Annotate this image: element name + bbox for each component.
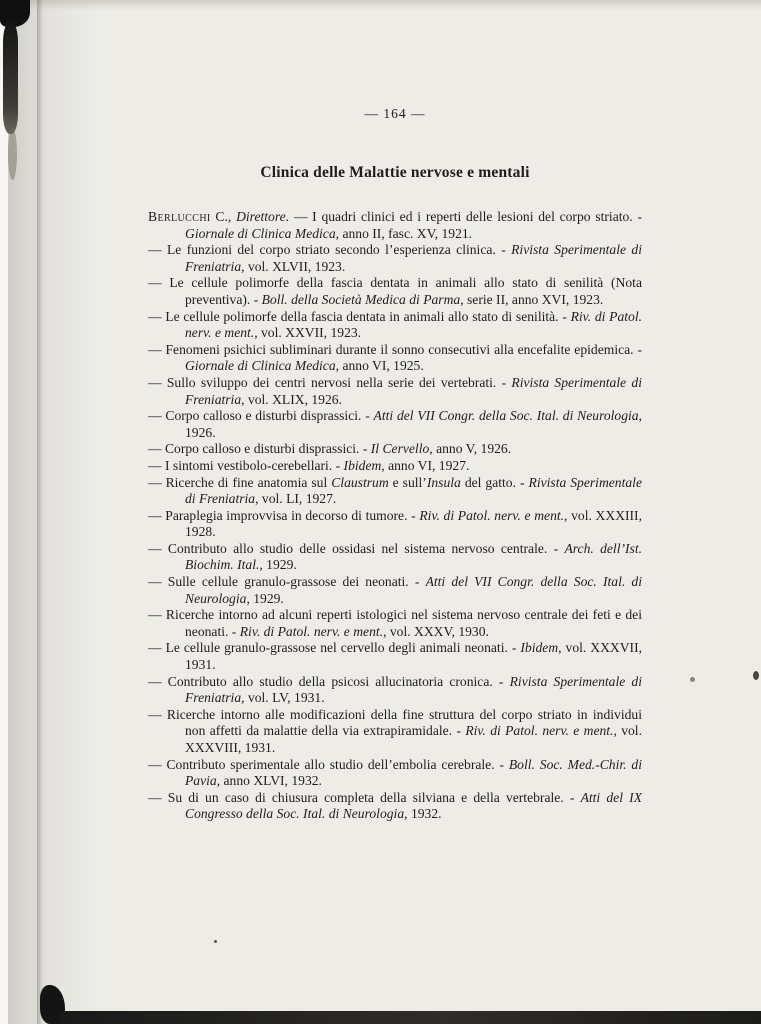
entry-segment: — Contributo sperimentale allo studio dell’embolia cerebrale. - bbox=[148, 756, 509, 772]
entry-segment: C., bbox=[210, 209, 237, 224]
entry-segment: — Ricerche intorno ad alcuni reperti istologici nel sistema nervoso centrale dei feti e dei neonati. - bbox=[148, 607, 642, 639]
bibliography-entry bbox=[148, 309, 642, 342]
entry-segment: Insula bbox=[426, 474, 461, 490]
entry-segment: , vol. XLIX, 1926. bbox=[241, 391, 342, 407]
entry-segment: , vol. LI, 1927. bbox=[255, 491, 337, 507]
entry-segment: Rivista Sperimentale di Freniatria bbox=[185, 374, 642, 407]
entry-segment: e sull’ bbox=[388, 474, 427, 490]
entry-segment: Riv. di Patol. nerv. e ment. bbox=[419, 507, 565, 523]
bibliography-entry bbox=[148, 342, 642, 375]
scan-bar-bottom bbox=[60, 1011, 761, 1024]
entry-segment: — Ricerche di fine anatomia sul bbox=[148, 474, 332, 490]
entry-segment: Rivista Sperimentale di Freniatria bbox=[185, 474, 642, 507]
entry-segment: Berlucchi bbox=[148, 209, 211, 224]
section-title: Clinica delle Malattie nervose e mentali bbox=[260, 164, 530, 181]
entry-segment: Riv. di Patol. nerv. e ment. bbox=[465, 723, 614, 739]
bibliography-entry bbox=[148, 574, 642, 607]
bibliography-entry bbox=[148, 441, 642, 458]
bibliography-entry bbox=[148, 475, 642, 508]
page-fold-line bbox=[37, 0, 43, 1024]
entry-segment: Rivista Sperimentale di Freniatria bbox=[185, 242, 642, 274]
entry-segment: — Ricerche intorno alle modificazioni della fine struttura del corpo striato in individui non affetti da malattie della via extrapiramidale. - bbox=[148, 706, 642, 739]
entry-segment: , 1929. bbox=[259, 557, 297, 573]
bibliography-list bbox=[148, 209, 642, 823]
scan-artifact-top-left bbox=[0, 0, 30, 27]
bibliography-entry bbox=[148, 275, 642, 308]
entry-segment: Atti del IX Congresso della Soc. Ital. di Neurologia bbox=[185, 789, 642, 822]
bibliography-entry bbox=[148, 640, 642, 673]
entry-segment: — Le funzioni del corpo striato secondo l’esperienza clinica. - bbox=[148, 242, 512, 258]
entry-segment: Boll. Soc. Med.-Chir. di Pavia bbox=[185, 756, 642, 789]
entry-segment: , vol. XLVII, 1923. bbox=[241, 258, 346, 274]
entry-segment: , vol. XXXIII, 1928. bbox=[185, 507, 642, 540]
page-number: — 164 — bbox=[364, 106, 426, 121]
entry-segment: Rivista Sperimentale di Freniatria bbox=[185, 673, 642, 706]
entry-segment: , vol. LV, 1931. bbox=[241, 690, 325, 706]
bibliography-entry bbox=[148, 508, 642, 541]
entry-segment: — Sullo sviluppo dei centri nervosi nella serie dei vertebrati. - bbox=[148, 374, 512, 390]
scan-speck-right bbox=[753, 671, 759, 680]
binding-streak-fade bbox=[8, 128, 17, 180]
entry-segment: Arch. dell’Ist. Biochim. Ital. bbox=[185, 540, 642, 573]
entry-segment: — Le cellule polimorfe della fascia dentata in animali allo stato di senilità (Nota preventiva). - bbox=[148, 275, 642, 307]
entry-segment: Ibidem bbox=[520, 640, 559, 656]
entry-segment: , anno VI, 1927. bbox=[381, 457, 470, 473]
entry-segment: , serie II, anno XVI, 1923. bbox=[460, 291, 604, 307]
entry-segment: Ibidem bbox=[343, 457, 382, 473]
entry-segment: , anno II, fasc. XV, 1921. bbox=[335, 225, 473, 241]
entry-segment: , vol. XXXVII, 1931. bbox=[185, 640, 642, 673]
bibliography-entry bbox=[148, 209, 642, 242]
entry-segment: — Paraplegia improvvisa in decorso di tumore. - bbox=[148, 507, 420, 523]
entry-segment: — Le cellule polimorfe della fascia dentata in animali allo stato di senilità. - bbox=[148, 308, 571, 324]
entry-segment: — Contributo allo studio delle ossidasi nel sistema nervoso centrale. - bbox=[148, 540, 565, 556]
entry-segment: — Su di un caso di chiusura completa della silviana e della vertebrale. - bbox=[148, 789, 581, 805]
scan-edge-strip bbox=[0, 0, 8, 1024]
entry-segment: — Le cellule granulo-grassose nel cervello degli animali neonati. - bbox=[148, 640, 521, 656]
binding-streak bbox=[3, 22, 18, 134]
entry-segment: . — I quadri clinici ed i reperti delle lesioni del corpo striato. - bbox=[285, 209, 642, 224]
bibliography-entry bbox=[148, 375, 642, 408]
entry-segment: , 1926. bbox=[185, 408, 643, 440]
entry-segment: Il Cervello bbox=[370, 441, 430, 457]
bibliography-entry bbox=[148, 408, 642, 441]
entry-segment: , anno V, 1926. bbox=[429, 441, 512, 457]
bibliography-entry bbox=[148, 674, 642, 707]
entry-segment: — Fenomeni psichici subliminari durante il sonno consecutivi alla encefalite epidemica. - bbox=[148, 341, 642, 357]
entry-segment: — Corpo calloso e disturbi disprassici. - bbox=[148, 408, 374, 424]
bibliography-entry bbox=[148, 757, 642, 790]
entry-segment: Boll. della Società Medica di Parma bbox=[261, 291, 461, 307]
bibliography-entry bbox=[148, 458, 642, 475]
text-column bbox=[148, 106, 642, 823]
entry-segment: , vol. XXVII, 1923. bbox=[254, 325, 362, 341]
entry-segment: , 1929. bbox=[246, 590, 284, 606]
bibliography-entry bbox=[148, 541, 642, 574]
entry-segment: Riv. di Patol. nerv. e ment. bbox=[239, 623, 384, 639]
bibliography-entry bbox=[148, 707, 642, 757]
entry-segment: — I sintomi vestibolo-cerebellari. - bbox=[148, 457, 344, 473]
entry-segment: , anno XLVI, 1932. bbox=[216, 773, 322, 789]
scan-speck-2 bbox=[214, 940, 217, 943]
entry-segment: Claustrum bbox=[331, 474, 389, 490]
entry-segment: , anno VI, 1925. bbox=[335, 358, 424, 374]
entry-segment: — Corpo calloso e disturbi disprassici. - bbox=[148, 441, 371, 457]
entry-segment: Giornale di Clinica Medica bbox=[185, 225, 336, 241]
bibliography-entry bbox=[148, 790, 642, 823]
entry-segment: Giornale di Clinica Medica bbox=[185, 358, 336, 374]
entry-segment: del gatto. - bbox=[460, 474, 529, 490]
entry-segment: , vol. XXXVIII, 1931. bbox=[185, 723, 642, 755]
entry-segment: — Sulle cellule granulo-grassose dei neonati. - bbox=[148, 574, 426, 590]
entry-segment: Atti del VII Congr. della Soc. Ital. di Neurologia bbox=[373, 408, 639, 424]
bibliography-entry bbox=[148, 242, 642, 275]
scan-speck-1 bbox=[690, 677, 695, 682]
entry-segment: Riv. di Patol. nerv. e ment. bbox=[185, 308, 642, 341]
entry-segment: , vol. XXXV, 1930. bbox=[383, 623, 489, 639]
bibliography-entry bbox=[148, 607, 642, 640]
entry-segment: — Contributo allo studio della psicosi allucinatoria cronica. - bbox=[148, 673, 510, 689]
entry-segment: Direttore bbox=[236, 209, 286, 224]
entry-segment: , 1932. bbox=[404, 806, 442, 822]
entry-segment: Atti del VII Congr. della Soc. Ital. di Neurologia bbox=[185, 574, 642, 606]
page-top-shadow bbox=[0, 0, 761, 10]
